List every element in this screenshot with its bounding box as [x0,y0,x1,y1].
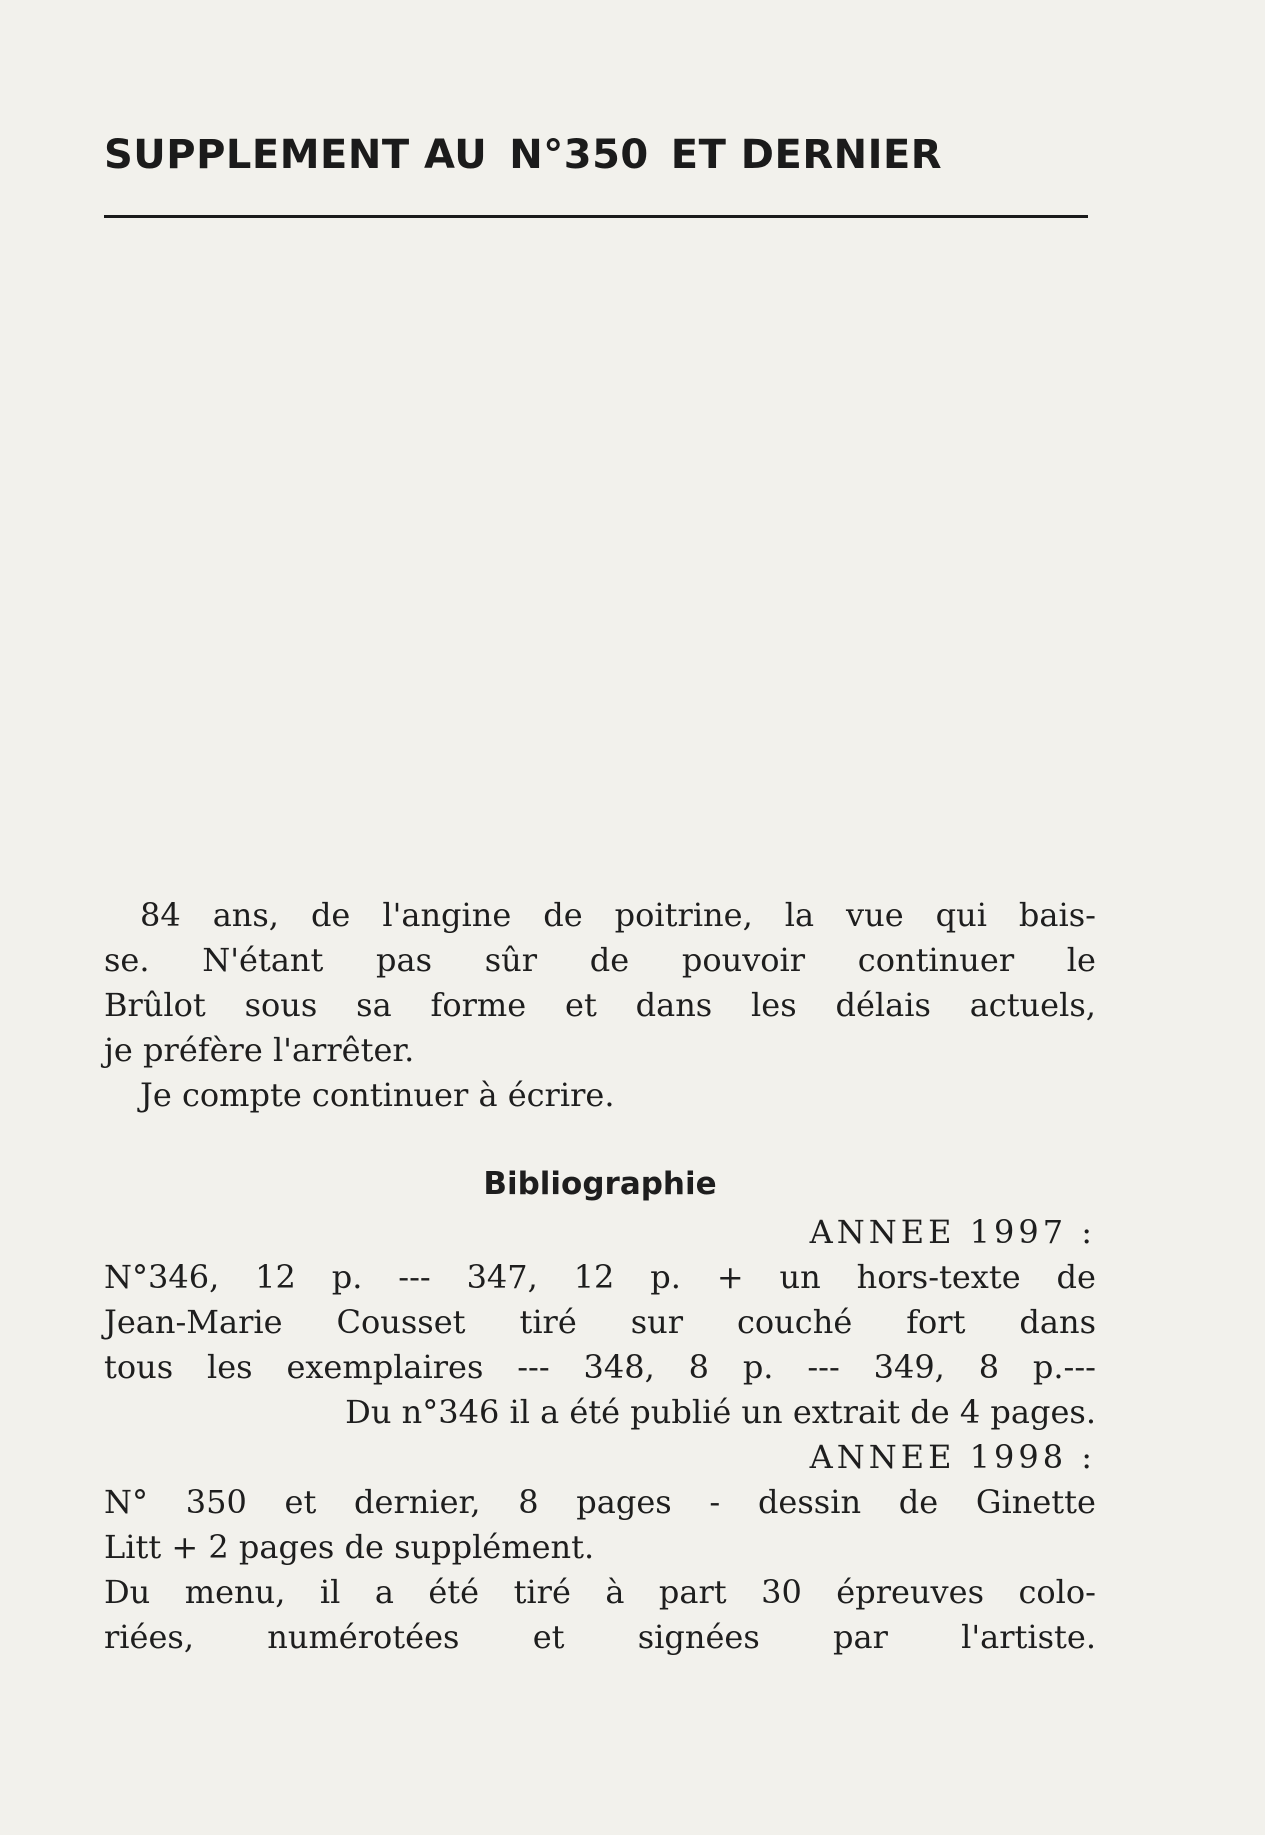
word: Cousset [336,1303,466,1341]
word: part [658,1573,727,1611]
word: numérotées [267,1618,460,1656]
word: 348, [583,1348,655,1386]
word: sûr [484,941,538,979]
word: Du [104,1573,151,1611]
word: forme [430,986,527,1024]
word: N°346, [104,1258,220,1296]
word: 8 [978,1348,1000,1386]
text-line [104,938,1096,983]
word: 30 [761,1573,802,1611]
word: colo- [1018,1573,1096,1611]
page-header [104,132,1088,178]
word: les [207,1348,253,1386]
word: délais [835,986,931,1024]
header-title-number: N°350 [509,132,649,178]
word: pouvoir [681,941,806,979]
word: p.--- [1032,1348,1096,1386]
word: vue [846,896,904,934]
word: 12 [573,1258,615,1296]
paragraph-closing-notice [104,893,1096,1118]
word: couché [736,1303,853,1341]
word: --- [398,1258,431,1296]
word: dans [1019,1303,1096,1341]
word: dernier, [354,1483,481,1521]
year-1997-label: ANNEE 1997 : [809,1213,1096,1251]
word: ans, [212,896,279,934]
bibliography-title: Bibliographie [483,1166,717,1202]
word: tiré [513,1573,571,1611]
word: de [1056,1258,1096,1296]
word: 347, [466,1258,538,1296]
word: la [784,896,815,934]
word: 8 [518,1483,539,1521]
word: bais- [1018,896,1096,934]
word: N° [104,1483,148,1521]
word: de [589,941,630,979]
word: les [751,986,797,1024]
word: poitrine, [614,896,753,934]
text-line [104,1300,1096,1345]
word: de [543,896,583,934]
word: l'artiste. [961,1618,1096,1656]
text-line [104,983,1096,1028]
text-line [104,1480,1096,1525]
word: 84 [140,896,181,934]
word: à [605,1573,625,1611]
text-line [104,1570,1096,1615]
word: continuer [857,941,1015,979]
word: de [310,896,351,934]
word: pas [376,941,433,979]
text-line [104,893,1096,938]
word: sous [244,986,318,1024]
word: exemplaires [286,1348,484,1386]
word: hors-texte [856,1258,1021,1296]
word: riées, [104,1618,194,1656]
word: 349, [873,1348,945,1386]
word: --- [807,1348,840,1386]
word: il [319,1573,341,1611]
word: + [716,1258,744,1296]
word: tiré [519,1303,577,1341]
word: Jean-Marie [104,1303,283,1341]
word: menu, [184,1573,286,1611]
header-title-part3: ET DERNIER [670,132,943,178]
text-line [104,1615,1096,1660]
word: p. [331,1258,363,1296]
word: qui [935,896,987,934]
text-line: Litt + 2 pages de supplément. [104,1528,595,1566]
word: p. [650,1258,681,1296]
word: N'étant [202,941,324,979]
word: et [565,986,597,1024]
word: sur [630,1303,684,1341]
word: dessin [757,1483,862,1521]
word: épreuves [836,1573,984,1611]
word: fort [906,1303,966,1341]
text-line: je préfère l'arrêter. [104,1031,415,1069]
header-rule [104,215,1088,218]
word: 12 [255,1258,296,1296]
word: signées [637,1618,760,1656]
text-line: Je compte continuer à écrire. [140,1076,615,1114]
word: p. [742,1348,774,1386]
word: pages [576,1483,672,1521]
word: de [898,1483,939,1521]
word: 8 [688,1348,709,1386]
word: l'angine [382,896,512,934]
word: sa [356,986,392,1024]
word: Ginette [975,1483,1096,1521]
text-line [104,1255,1096,1300]
word: par [833,1618,888,1656]
word: Brûlot [104,986,206,1024]
word: dans [635,986,713,1024]
word: et [532,1618,565,1656]
word: 350 [185,1483,247,1521]
word: un [779,1258,821,1296]
word: et [284,1483,317,1521]
text-line [104,1345,1096,1390]
header-title-part1: SUPPLEMENT AU [104,132,488,178]
year-1998-label: ANNEE 1998 : [809,1438,1096,1476]
word: été [428,1573,480,1611]
word: - [709,1483,721,1521]
word: tous [104,1348,174,1386]
word: actuels, [969,986,1096,1024]
word: a [374,1573,394,1611]
bibliography-section [104,1162,1096,1660]
word: se. [104,941,150,979]
word: --- [517,1348,550,1386]
year-1997-note: Du n°346 il a été publié un extrait de 4 pages. [345,1393,1096,1431]
word: le [1066,941,1096,979]
